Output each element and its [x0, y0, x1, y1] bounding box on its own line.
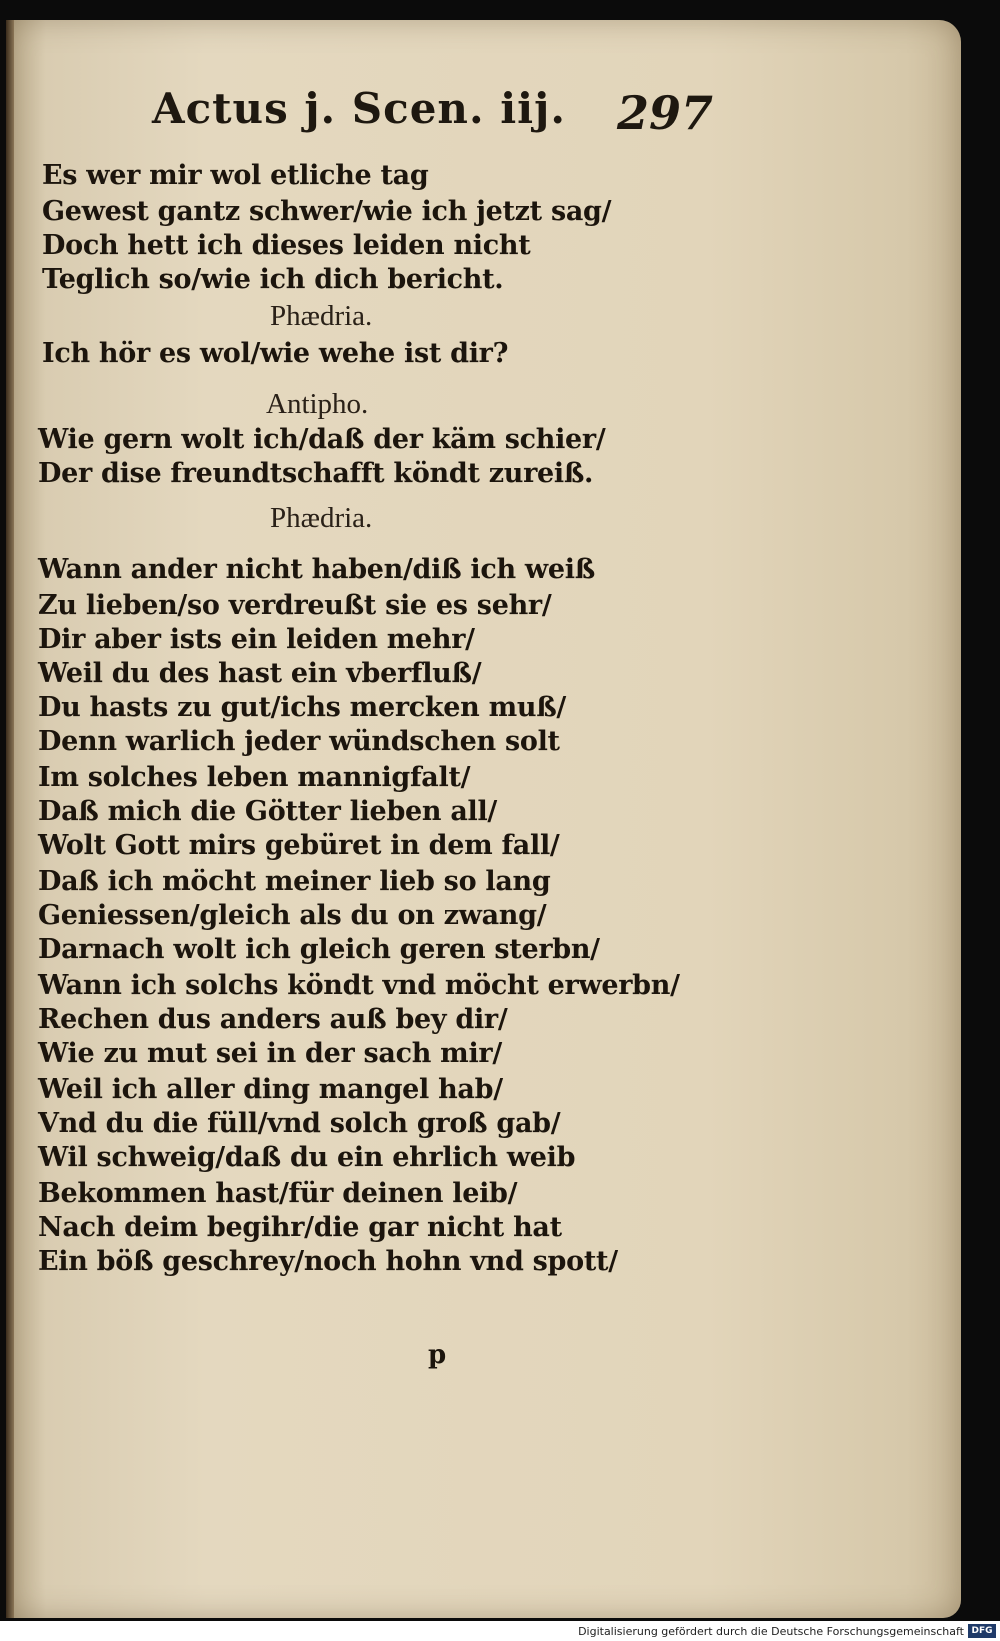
- verse-line: Teglich so/wie ich dich bericht.: [42, 264, 504, 295]
- speaker-name: Antipho.: [266, 388, 369, 420]
- verse-line: Zu lieben/so verdreußt sie es sehr/: [38, 590, 552, 621]
- verse-line: Wie zu mut sei in der sach mir/: [38, 1038, 502, 1069]
- verse-line: Der dise freundtschafft köndt zureiß.: [38, 458, 594, 489]
- verse-line: Geniessen/gleich als du on zwang/: [38, 900, 547, 931]
- verse-line: Wann ander nicht haben/diß ich weiß: [38, 554, 595, 585]
- verse-line: Ich hör es wol/wie wehe ist dir?: [42, 338, 509, 369]
- verse-line: Wil schweig/daß du ein ehrlich weib: [38, 1142, 576, 1173]
- verse-line: Wie gern wolt ich/daß der käm schier/: [38, 424, 606, 455]
- verse-line: Nach deim begihr/die gar nicht hat: [38, 1212, 562, 1243]
- verse-line: Weil ich aller ding mangel hab/: [38, 1074, 503, 1105]
- verse-line: Bekommen hast/für deinen leib/: [38, 1178, 518, 1209]
- verse-line: Daß mich die Götter lieben all/: [38, 796, 497, 827]
- verse-line: Denn warlich jeder wündschen solt: [38, 726, 560, 757]
- verse-line: Rechen dus anders auß bey dir/: [38, 1004, 508, 1035]
- footer-credit: Digitalisierung gefördert durch die Deutsche Forschungsgemeinschaft: [578, 1625, 964, 1638]
- speaker-name: Phædria.: [270, 502, 373, 534]
- verse-line: Es wer mir wol etliche tag: [42, 160, 429, 191]
- verse-line: Du hasts zu gut/ichs mercken muß/: [38, 692, 566, 723]
- digitization-footer: [0, 1621, 1000, 1641]
- verse-line: Ein böß geschrey/noch hohn vnd spott/: [38, 1246, 618, 1277]
- running-title: Actus j. Scen. iij.: [152, 84, 566, 133]
- verse-line: Weil du des hast ein vberfluß/: [38, 658, 482, 689]
- verse-line: Dir aber ists ein leiden mehr/: [38, 624, 475, 655]
- verse-line: Daß ich möcht meiner lieb so lang: [38, 866, 551, 897]
- verse-line: Gewest gantz schwer/wie ich jetzt sag/: [42, 196, 612, 227]
- speaker-name: Phædria.: [270, 300, 373, 332]
- signature-mark: p: [428, 1340, 447, 1370]
- verse-line: Wolt Gott mirs gebüret in dem fall/: [38, 830, 560, 861]
- verse-line: Vnd du die füll/vnd solch groß gab/: [38, 1108, 561, 1139]
- dfg-logo-icon: DFG: [968, 1624, 996, 1638]
- verse-line: Darnach wolt ich gleich geren sterbn/: [38, 934, 600, 965]
- verse-line: Im solches leben mannigfalt/: [38, 762, 471, 793]
- verse-line: Doch hett ich dieses leiden nicht: [42, 230, 531, 261]
- verse-line: Wann ich solchs köndt vnd möcht erwerbn/: [38, 970, 680, 1001]
- page-number: 297: [617, 86, 714, 140]
